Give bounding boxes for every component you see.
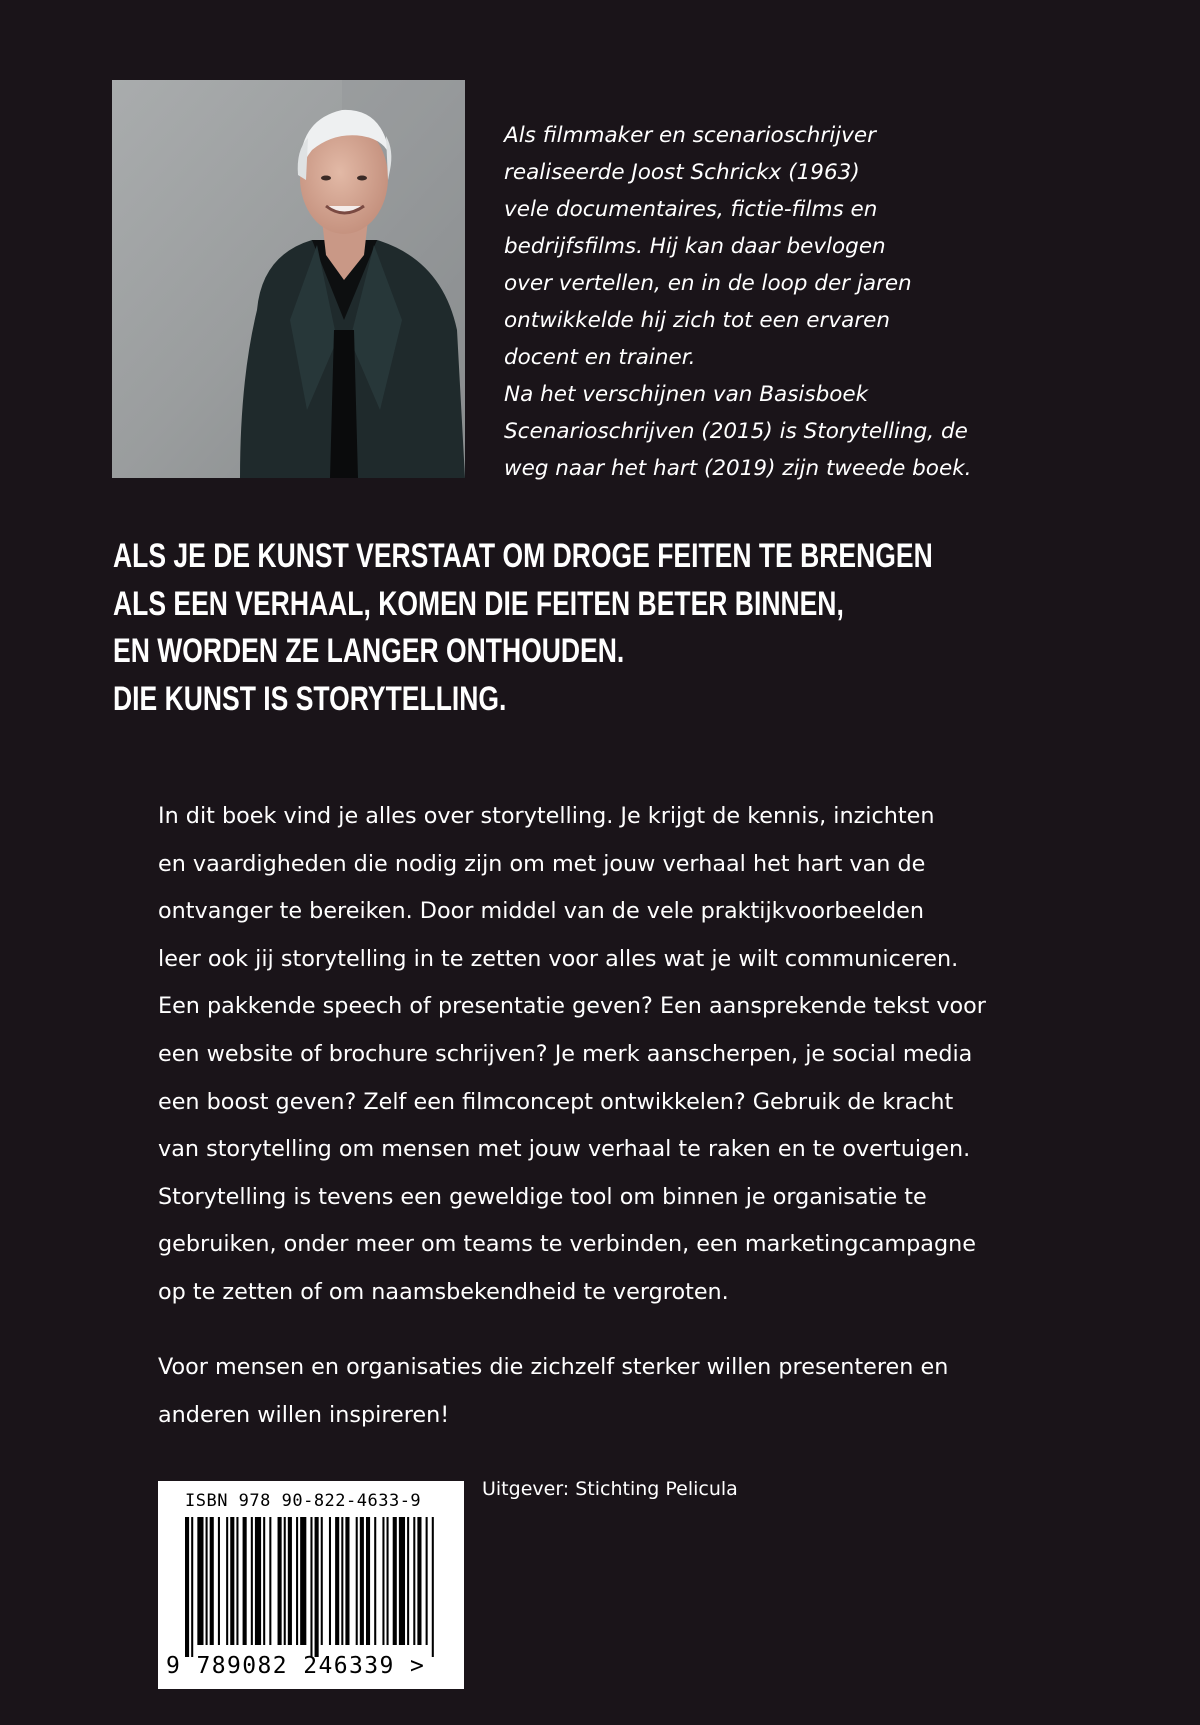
- headline-line: EN WORDEN ZE LANGER ONTHOUDEN.: [113, 632, 625, 670]
- bio-line: Als filmmaker en scenarioschrijver: [504, 123, 876, 148]
- barcode-bar: [356, 1517, 358, 1645]
- description-line: Een pakkende speech of presentatie geven? Een aansprekende tekst voor: [158, 993, 986, 1020]
- bio-line: docent en trainer.: [504, 345, 696, 370]
- barcode-bar: [269, 1517, 271, 1645]
- publisher-label: Uitgever: Stichting Pelicula: [482, 1478, 738, 1500]
- barcode-bar: [335, 1517, 339, 1645]
- bio-line: bedrijfsfilms. Hij kan daar bevlogen: [504, 234, 886, 259]
- description-line: een website of brochure schrijven? Je merk aanscherpen, je social media: [158, 1040, 973, 1067]
- description-paragraph: [158, 793, 1078, 1317]
- barcode-bar: [417, 1517, 421, 1645]
- description-line: Storytelling is tevens een geweldige tool om binnen je organisatie te: [158, 1183, 927, 1210]
- barcode-bar: [230, 1517, 234, 1645]
- description-line: en vaardigheden die nodig zijn om met jouw verhaal het hart van de: [158, 850, 926, 877]
- description-line: gebruiken, onder meer om teams te verbinden, een marketingcampagne: [158, 1231, 976, 1258]
- barcode-bar: [251, 1517, 253, 1645]
- barcode-bar: [426, 1517, 428, 1645]
- barcode-bars: [185, 1517, 440, 1657]
- description-line: ontvanger te bereiken. Door middel van de vele praktijkvoorbeelden: [158, 898, 925, 925]
- barcode-bar: [413, 1517, 415, 1645]
- barcode-bar: [191, 1517, 193, 1657]
- barcode-bar: [206, 1517, 208, 1645]
- barcode-bar: [374, 1517, 376, 1645]
- bio-line: Scenarioschrijven (2015) is Storytelling, de: [504, 419, 968, 444]
- barcode-bar: [243, 1517, 247, 1645]
- barcode-bar: [329, 1517, 331, 1645]
- closing-line: Voor mensen en organisaties die zichzelf sterker willen presenteren en: [158, 1354, 949, 1380]
- barcode-bar: [310, 1517, 312, 1657]
- barcode-bar: [296, 1517, 298, 1645]
- barcode-bar: [197, 1517, 203, 1645]
- isbn-barcode: [158, 1481, 464, 1689]
- barcode-bar: [284, 1517, 286, 1645]
- barcode-bar: [407, 1517, 409, 1645]
- barcode-bar: [300, 1517, 306, 1645]
- barcode-bar: [382, 1517, 384, 1645]
- description-line: van storytelling om mensen met jouw verhaal te raken en te overtuigen.: [158, 1136, 971, 1163]
- bio-line: vele documentaires, fictie-films en: [504, 197, 878, 222]
- barcode-bar: [360, 1517, 364, 1645]
- barcode-bar: [255, 1517, 261, 1645]
- closing-line: anderen willen inspireren!: [158, 1401, 450, 1428]
- barcode-bar: [432, 1517, 434, 1657]
- headline-line: ALS JE DE KUNST VERSTAAT OM DROGE FEITEN TE BRENGEN: [113, 537, 933, 575]
- barcode-bar: [366, 1517, 370, 1645]
- barcode-bar: [226, 1517, 228, 1645]
- author-portrait-image: [112, 80, 465, 478]
- barcode-bar: [387, 1517, 389, 1645]
- barcode-bar: [345, 1517, 349, 1645]
- headline-line: ALS EEN VERHAAL, KOMEN DIE FEITEN BETER BINNEN,: [113, 584, 844, 623]
- barcode-bar: [341, 1517, 343, 1645]
- barcode-bar: [321, 1517, 323, 1645]
- barcode-bar: [288, 1517, 292, 1645]
- barcode-bar: [263, 1517, 265, 1645]
- barcode-bar: [236, 1517, 238, 1645]
- headline: [113, 533, 933, 723]
- barcode-bar: [278, 1517, 282, 1645]
- barcode-bar: [399, 1517, 405, 1645]
- barcode-bar: [185, 1517, 189, 1657]
- bio-line: Na het verschijnen van Basisboek: [504, 382, 869, 407]
- bio-line: ontwikkelde hij zich tot een ervaren: [504, 308, 890, 333]
- description-line: een boost geven? Zelf een filmconcept ontwikkelen? Gebruik de kracht: [158, 1088, 954, 1115]
- barcode-bar: [218, 1517, 220, 1645]
- barcode-bar: [393, 1517, 397, 1645]
- barcode-bar: [210, 1517, 214, 1645]
- bio-line: over vertellen, en in de loop der jaren: [504, 271, 912, 296]
- author-photo: [112, 80, 465, 478]
- description-line: In dit boek vind je alles over storytelling. Je krijgt de kennis, inzichten: [158, 803, 935, 829]
- isbn-label: ISBN 978 90-822-4633-9: [185, 1491, 422, 1511]
- barcode-digits: 9 789082 246339 >: [166, 1653, 426, 1679]
- barcode-bar: [315, 1517, 319, 1657]
- bio-line: realiseerde Joost Schrickx (1963): [504, 160, 860, 185]
- description-line: op te zetten of om naamsbekendheid te vergroten.: [158, 1278, 729, 1305]
- description-line: leer ook jij storytelling in te zetten voor alles wat je wilt communiceren.: [158, 945, 959, 972]
- author-bio: [504, 117, 1004, 487]
- closing-paragraph: [158, 1344, 1078, 1439]
- bio-line: weg naar het hart (2019) zijn tweede boek.: [504, 456, 972, 481]
- headline-line: DIE KUNST IS STORYTELLING.: [113, 679, 507, 718]
